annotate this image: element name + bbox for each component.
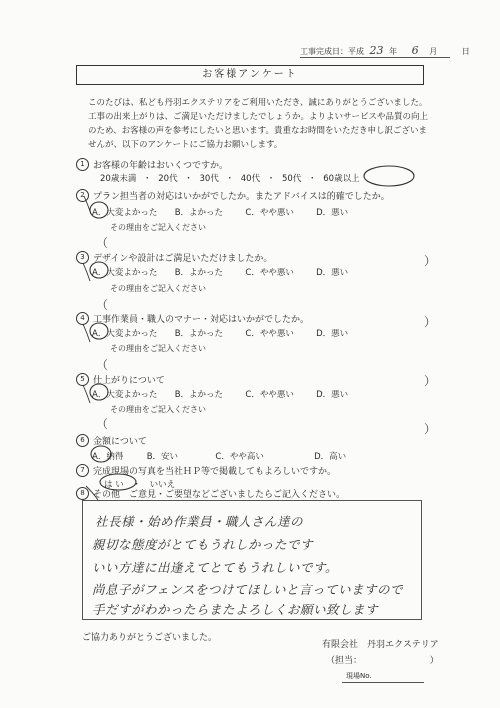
q2-option[interactable]: C．やや悪い [245,208,294,218]
date-year: 23 [369,44,384,57]
reason-paren-left: （ [96,417,109,431]
date-month: 6 [411,44,419,57]
question-number: 7 [76,464,89,477]
question-5-text: 仕上がりについて [93,376,165,386]
q7-separator: ・ [132,480,141,490]
q5-option[interactable]: C．やや悪い [245,390,294,400]
q2-option[interactable]: B．よかった [174,208,224,218]
q1-option[interactable]: 50代 [282,174,302,184]
question-number: 2 [76,189,89,202]
circle-mark [90,323,108,339]
q6-option[interactable]: B．安い [146,452,179,462]
handwritten-comment-line: 親切な態度がとてもうれしかったです [92,537,314,552]
q7-option[interactable]: いいえ [149,480,176,490]
handwritten-comment-line: 尚息子がフェンスをつけてほしいと言っていますので [92,582,404,597]
question-number: 5 [76,373,89,386]
circle-mark [90,202,108,218]
q3-option-selected[interactable]: A．大変よかった [92,268,158,278]
reason-prompt: その理由をご記入ください [110,405,206,414]
q4-option[interactable]: C．やや悪い [245,329,294,339]
date-label: 工事完成日：平成 [300,47,364,56]
pen-stroke [83,324,90,342]
question-number: 1 [76,158,89,171]
q2-option[interactable]: D．悪い [316,208,349,218]
q5-option-selected[interactable]: A．大変よかった [92,390,158,400]
reason-prompt: その理由をご記入ください [110,344,206,353]
q5-option[interactable]: B．よかった [174,390,224,400]
site-number-label: 現場No. [346,672,372,680]
q1-option[interactable]: 20代 [158,174,178,184]
q1-option[interactable]: 40代 [240,174,261,184]
pen-stroke [83,263,90,281]
circle-mark [90,384,108,400]
pen-stroke [83,385,90,403]
pen-stroke [84,196,91,214]
q7-option-selected[interactable]: は い [104,480,124,490]
intro-line: このたびは、私ども丹羽エクステリアをご利用いただき、誠にありがとうございました。 [88,98,428,108]
company-name: 有限会社 丹羽エクステリア [322,640,439,650]
handwritten-comment-line: 社長様・始め作業員・職人さん達の [95,514,304,529]
q4-option[interactable]: D．悪い [316,329,349,339]
circle-mark [364,166,414,186]
month-unit: 月 [429,47,438,56]
question-number: 4 [76,312,89,325]
circle-mark [91,446,111,462]
year-unit: 年 [389,47,398,56]
q3-option[interactable]: C．やや悪い [245,268,294,278]
day-unit: 日 [461,47,470,56]
reason-paren-right: ） [424,315,437,329]
intro-line: せんが、以下のアンケートにご協力お願いします。 [88,140,283,150]
staff-label: （担当： [326,656,363,666]
reason-paren-right: ） [424,422,437,436]
q1-option[interactable]: 30代 [199,174,219,184]
q1-options: 20歳未満 ・ 20代 ・ 30代 ・ 40代 ・ 50代 ・ 60歳以上 [100,174,360,184]
question-4-text: 工事作業員・職人のマナー・対応はいかがでしたか。 [93,315,310,325]
q3-option[interactable]: B．よかった [174,268,224,278]
circle-mark [90,262,108,278]
q4-option[interactable]: B．よかった [174,329,224,339]
question-3-text: デザインや設計はご満足いただけましたか。 [93,254,273,264]
question-1-text: お客様の年齢はおいくつですか。 [93,161,229,171]
intro-line: のため、お客様の声を参考にしたいと思います。貴重なお時間をいただき申し訳ございま [88,126,427,136]
handwritten-comment-line: いい方達に出逢えてとてもうれしいです。 [92,560,339,575]
reason-paren-left: （ [96,236,109,250]
reason-paren-right: ） [424,374,437,388]
circle-mark [100,474,136,490]
question-6-text: 金額について [93,437,147,447]
q2-option-selected[interactable]: A．大変よかった [92,208,158,218]
question-number: 3 [76,251,89,264]
handwritten-comment-line: 手だすがわかったらまたよろしくお願い致します [92,602,379,617]
staff-close: ） [429,656,439,666]
q1-option[interactable]: 20歳未満 [100,174,137,184]
reason-paren-left: （ [96,358,109,372]
q3-option[interactable]: D．悪い [316,268,349,278]
question-7-text: 完成現場の写真を当社ＨＰ等で掲載してもよろしいですか。 [93,467,337,477]
q1-option-selected[interactable]: 60歳以上 [323,174,360,184]
q5-option[interactable]: D．悪い [316,390,349,400]
question-8-text: その他 ご意見・ご要望などございましたらご記入ください。 [93,490,346,500]
q6-option[interactable]: C．やや高い [215,452,264,462]
question-number: 6 [76,434,89,447]
reason-paren-right: ） [424,254,437,268]
question-number: 8 [76,487,89,500]
pen-stroke [86,486,98,500]
intro-line: 工事の出来上がりは、ご満足いただけましたでしょうか。よりよいサービスや品質の向上 [88,112,429,122]
reason-prompt: その理由をご記入ください [110,284,206,293]
question-2-text: プラン担当者の対応はいかがでしたか。またアドバイスは的確でしたか。 [93,192,390,202]
page-title: お客様アンケート [76,65,424,85]
reason-paren-left: （ [96,298,109,312]
q6-option[interactable]: D．高い [314,452,347,462]
thanks-text: ご協力ありがとうございました。 [82,633,218,643]
q4-option-selected[interactable]: A．大変よかった [92,329,158,339]
reason-prompt: その理由をご記入ください [110,223,206,232]
q6-option-selected[interactable]: A．納得 [92,452,124,462]
